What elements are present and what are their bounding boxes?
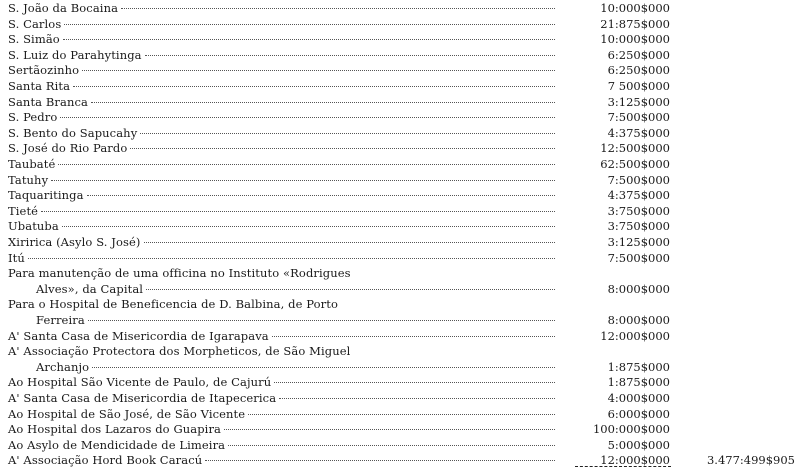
sum-rule [575, 466, 671, 467]
ledger-row [0, 78, 800, 94]
dot-leader [58, 164, 555, 165]
ledger-row [0, 140, 800, 156]
ledger-row [0, 281, 800, 297]
entry-amount: 1:875$000 [607, 375, 670, 390]
ledger-row [0, 328, 800, 344]
entry-amount: 4:375$000 [607, 125, 670, 140]
entry-name: Ao Hospital dos Lazaros do Guapira [8, 422, 221, 437]
entry-amount: 10:000$000 [600, 1, 670, 15]
entry-amount: 10:000$000 [600, 32, 670, 47]
dot-leader [63, 39, 555, 40]
ledger-row [0, 31, 800, 47]
ledger-row [0, 172, 800, 188]
dot-leader [121, 8, 555, 9]
ledger-row [0, 62, 800, 78]
dot-leader [82, 70, 555, 71]
ledger-row [0, 390, 800, 406]
dot-leader [130, 148, 555, 149]
ledger-row [0, 16, 800, 32]
ledger-row [0, 374, 800, 390]
entry-name: Para o Hospital de Beneficencia de D. Balbina, de Porto [8, 297, 338, 312]
ledger-row [0, 156, 800, 172]
entry-name: Tatuhy [8, 172, 49, 187]
ledger-row [0, 312, 800, 328]
entry-name: Sertãozinho [8, 63, 80, 78]
ledger-row [0, 203, 800, 219]
entry-amount: 3:750$000 [607, 219, 670, 234]
ledger-row [0, 109, 800, 125]
entry-name: S. Luiz do Parahytinga [8, 47, 142, 62]
entry-amount: 21:875$000 [600, 16, 670, 31]
entry-amount: 8:000$000 [607, 313, 670, 327]
entry-amount: 7:500$000 [607, 250, 670, 265]
entry-name: S. João da Bocaina [8, 1, 119, 15]
entry-amount: 100:000$000 [592, 422, 670, 437]
entry-name: Tieté [8, 203, 39, 218]
dot-leader [28, 258, 555, 259]
entry-name: Itú [8, 250, 25, 265]
dot-leader [140, 133, 555, 134]
entry-name: A' Santa Casa de Misericordia de Itapecerica [8, 391, 277, 405]
entry-name: A' Associação Hord Book Caracú [8, 453, 203, 468]
ledger-row [0, 359, 800, 375]
ledger-row [0, 265, 800, 281]
entry-name: Alves», da Capital [36, 281, 144, 296]
dot-leader [64, 24, 555, 25]
dot-leader [62, 226, 555, 227]
entry-amount: 6:250$000 [607, 47, 670, 62]
entry-name: Santa Branca [8, 94, 88, 109]
dot-leader [87, 195, 555, 196]
entry-name: Taquaritinga [8, 188, 84, 203]
dot-leader [146, 289, 555, 290]
entry-amount: 62:500$000 [600, 157, 670, 171]
entry-amount: 3:750$000 [607, 203, 670, 218]
dot-leader [51, 180, 555, 181]
entry-name: Para manutenção de uma officina no Instituto «Rodrigues [8, 266, 351, 281]
entry-name: A' Associação Protectora dos Morpheticos, de São Miguel [8, 344, 351, 359]
entry-name: S. Simão [8, 32, 60, 47]
entry-amount: 7 500$000 [607, 79, 670, 93]
ledger-row [0, 437, 800, 453]
dot-leader [73, 86, 555, 87]
ledger-row [0, 218, 800, 234]
dot-leader [145, 55, 555, 56]
dot-leader [248, 414, 555, 415]
entry-name: Archanjo [36, 359, 90, 374]
dot-leader [92, 367, 555, 368]
entry-name: Xiririca (Asylo S. José) [8, 235, 141, 249]
entry-name: S. José do Rio Pardo [8, 141, 128, 156]
dot-leader [272, 336, 555, 337]
entry-amount: 7:500$000 [607, 110, 670, 125]
ledger-row [0, 296, 800, 312]
entry-amount: 6:250$000 [607, 63, 670, 78]
dot-leader [274, 382, 555, 383]
ledger-row [0, 250, 800, 266]
dot-leader [228, 445, 555, 446]
entry-name: Ubatuba [8, 219, 59, 234]
ledger-row [0, 125, 800, 141]
entry-name: S. Carlos [8, 16, 62, 31]
entry-amount: 12:500$000 [600, 141, 670, 156]
ledger-row [0, 421, 800, 437]
entry-name: Ao Hospital São Vicente de Paulo, de Cajurú [8, 375, 272, 390]
entry-amount: 4:375$000 [607, 188, 670, 203]
dot-leader [144, 242, 555, 243]
ledger-row [0, 452, 800, 468]
ledger-row [0, 0, 800, 16]
entry-name: S. Pedro [8, 110, 58, 125]
dot-leader [205, 460, 555, 461]
entry-amount: 3:125$000 [607, 235, 670, 249]
dot-leader [224, 429, 555, 430]
dot-leader [91, 102, 555, 103]
entry-amount: 6:000$000 [607, 406, 670, 421]
dot-leader [60, 117, 555, 118]
ledger-row [0, 47, 800, 63]
ledger-row [0, 406, 800, 422]
entry-amount: 1:875$000 [607, 359, 670, 374]
entry-name: Taubaté [8, 157, 56, 171]
entry-amount: 12:000$000 [600, 328, 670, 343]
entry-amount: 3:125$000 [607, 94, 670, 109]
dot-leader [41, 211, 555, 212]
entry-amount: 5:000$000 [607, 437, 670, 452]
dot-leader [279, 398, 555, 399]
entry-name: Ferreira [36, 313, 85, 327]
dot-leader [88, 320, 555, 321]
entry-amount: 8:000$000 [607, 281, 670, 296]
entry-name: Santa Rita [8, 79, 71, 93]
ledger-row [0, 234, 800, 250]
entry-amount: 12:000$000 [600, 453, 670, 468]
entry-amount: 7:500$000 [607, 172, 670, 187]
ledger-row [0, 187, 800, 203]
entry-name: S. Bento do Sapucahy [8, 125, 138, 140]
entry-name: A' Santa Casa de Misericordia de Igarapava [8, 328, 269, 343]
entry-name: Ao Hospital de São José, de São Vicente [8, 406, 246, 421]
ledger-row [0, 94, 800, 110]
grand-total: 3.477:499$905 [706, 453, 795, 468]
entry-name: Ao Asylo de Mendicidade de Limeira [8, 437, 226, 452]
entry-amount: 4:000$000 [607, 391, 670, 405]
ledger-row [0, 343, 800, 359]
